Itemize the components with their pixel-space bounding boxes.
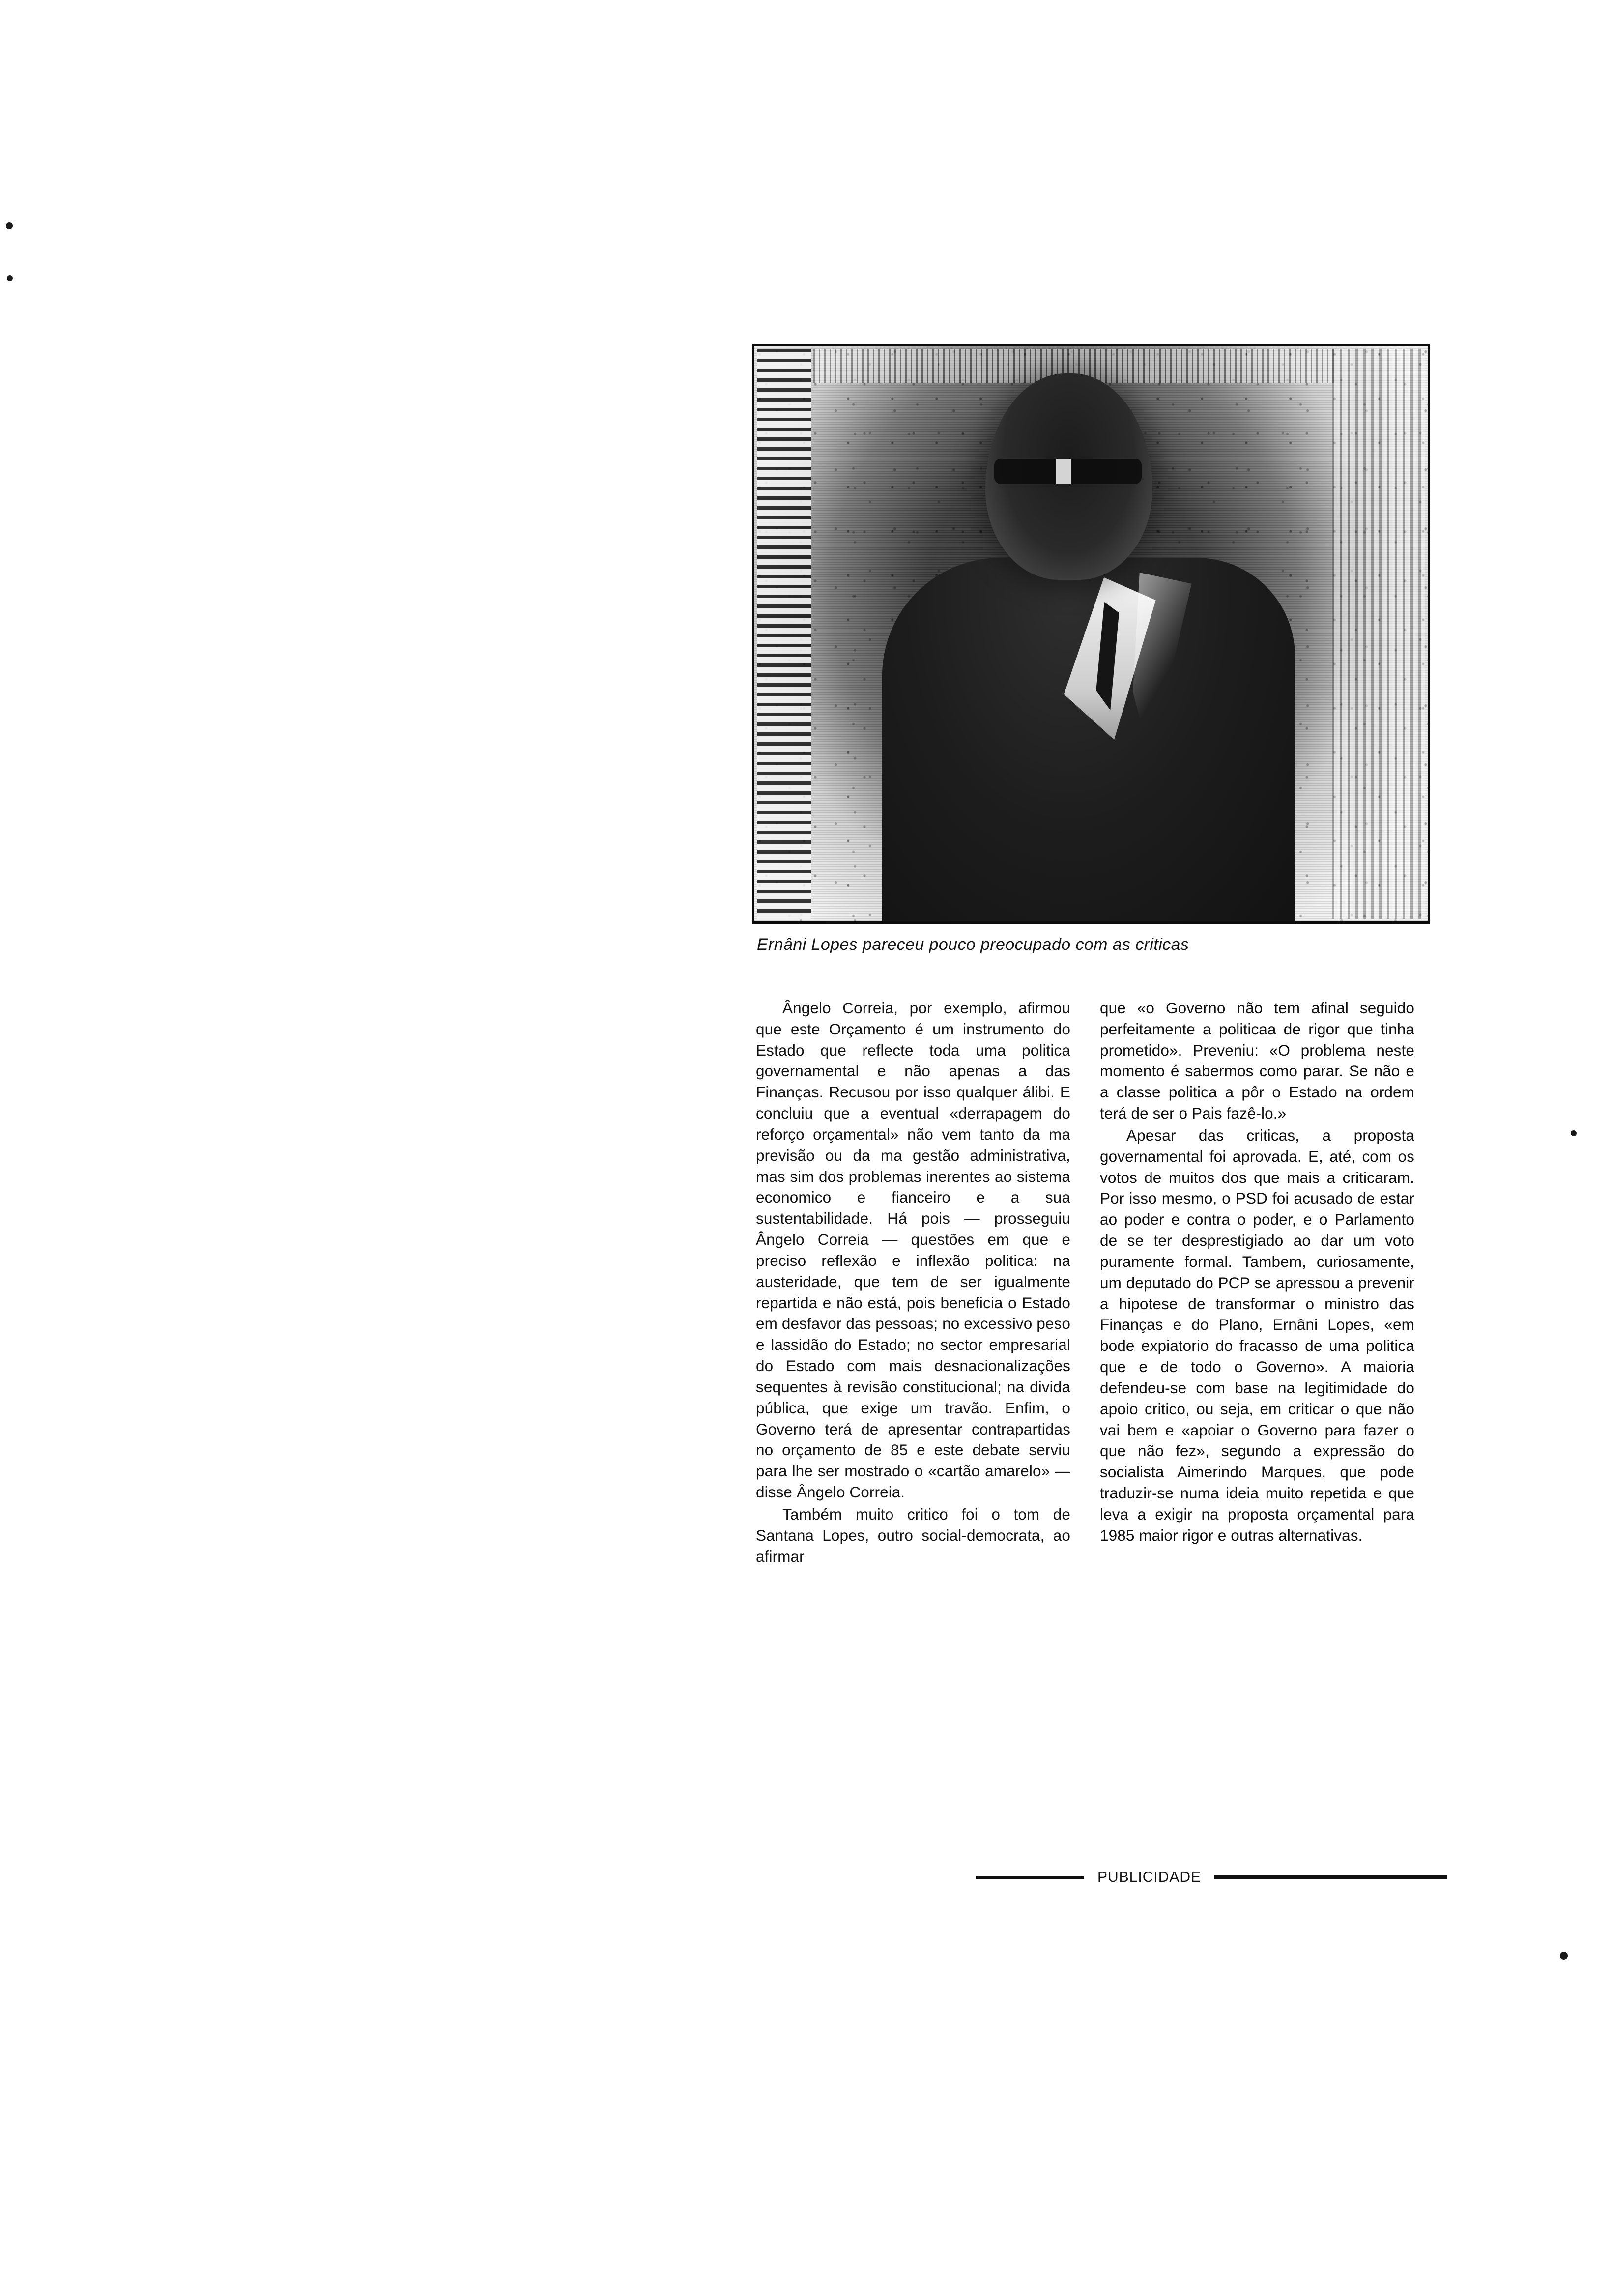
paragraph: Ângelo Correia, por exemplo, afirmou que este Orçamento é um instrumento do Estado que reflecte toda uma politica governamental e não apenas a das Finanças. Recusou por isso qualquer álibi. E concluiu que a eventual «derrapagem do reforço orçamental» não vem tanto da ma previsão ou da ma gestão administrativa, mas sim dos problemas inerentes ao sistema economico e fianceiro e a sua sustentabilidade. Há pois — prosseguiu Ângelo Correia — questões em que e preciso reflexão e inflexão politica: na austeridade, que tem de ser igualmente repartida e não está, pois beneficia o Estado em desfavor das pessoas; no excessivo peso e lassidão do Estado; no sector empresarial do Estado com mais desnacionalizações sequentes à revisão constitucional; na divida pública, que exige um travão. Enfim, o Governo terá de apresentar contrapartidas no orçamento de 85 e este debate serviu para lhe ser mostrado o «cartão amarelo» — disse Ângelo Correia. (756, 999, 1070, 1501)
paragraph: que «o Governo não tem afinal seguido perfeitamente a politicaa de rigor que tinha prometido». Preveniu: «O problema neste momento é sabermos como parar. Se não e a classe politica a pôr o Estado na ordem terá de ser o Pais fazê-lo.» (1100, 999, 1414, 1122)
photo-caption: Ernâni Lopes pareceu pouco preocupado com as criticas (757, 935, 1189, 954)
article-column-left (756, 998, 1070, 1568)
scan-speck (6, 222, 13, 229)
ernani-lopes-photograph (752, 344, 1430, 924)
photo-block (752, 344, 1430, 924)
subject-glasses (994, 459, 1142, 484)
advert-divider (754, 1863, 1447, 1892)
paragraph: Apesar das criticas, a proposta governamental foi aprovada. E, até, com os votos de muitos dos que mais a criticaram. Por isso mesmo, o PSD foi acusado de estar ao poder e contra o poder, e o Parlamento de se ter desprestigiado ao dar um voto puramente formal. Tambem, curiosamente, um deputado do PCP se apressou a prevenir a hipotese de transformar o ministro das Finanças e do Plano, Ernâni Lopes, «em bode expiatorio do fracasso de uma politica que e de todo o Governo». A maioria defendeu-se com base na legitimidade do apoio critico, ou seja, em criticar o que não vai bem e «apoiar o Governo para fazer o que não fez», segundo a expressão do socialista Aimerindo Marques, que pode traduzir-se numa ideia muito repetida e que leva a exigir na proposta orçamental para 1985 maior rigor e outras alternativas. (1100, 1126, 1414, 1544)
newspaper-clipping (752, 344, 1450, 1882)
scan-speck (1560, 1952, 1568, 1960)
scan-speck (1571, 1130, 1577, 1136)
photo-right-streak-band (1332, 349, 1425, 919)
divider-rule-left (976, 1876, 1084, 1879)
photo-left-speckle-band (757, 349, 811, 919)
publicidade-label: PUBLICIDADE (1097, 1872, 1202, 1883)
subject-torso (882, 558, 1295, 924)
article-body (756, 998, 1444, 1568)
divider-rule-right (1214, 1875, 1447, 1879)
article-column-right (1100, 998, 1414, 1568)
scan-speck (7, 275, 13, 281)
paragraph: Também muito critico foi o tom de Santana Lopes, outro social-democrata, ao afirmar (756, 1505, 1070, 1565)
